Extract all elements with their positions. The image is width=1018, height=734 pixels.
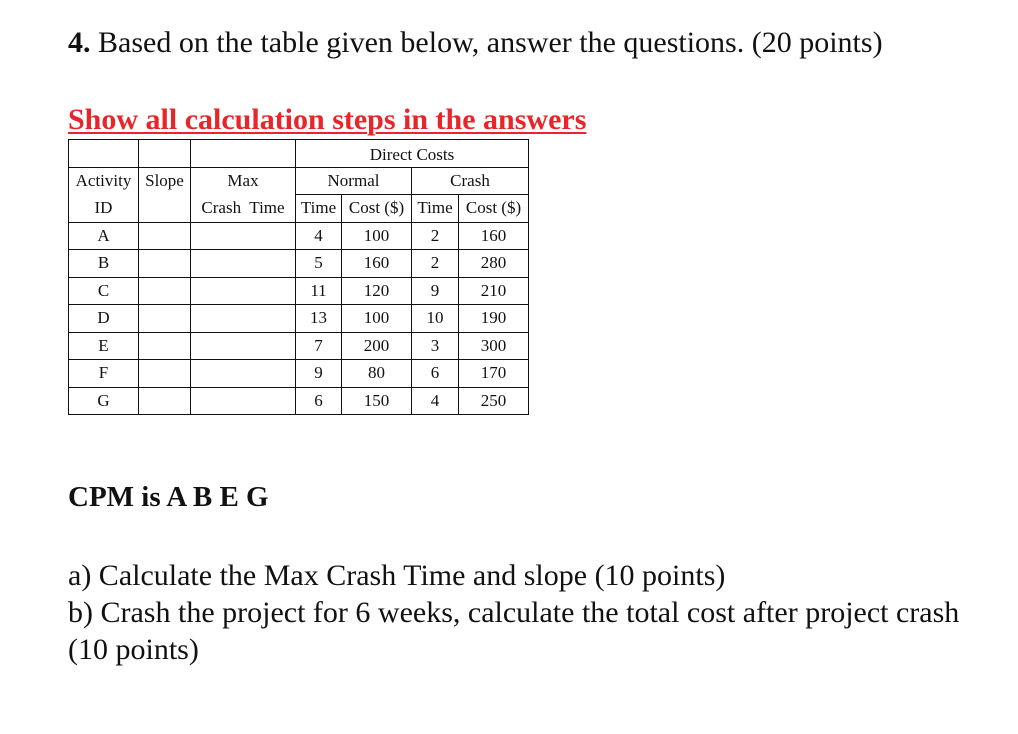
question-text: Based on the table given below, answer the questions. (20 points) [98,26,883,59]
crash-time: 10 [412,305,459,333]
normal-time: 7 [296,332,342,360]
max-crash-cell [191,250,296,278]
activity-id: B [69,250,139,278]
table-row [69,305,529,333]
slope-cell [139,305,191,333]
max-crash-cell [191,360,296,388]
normal-cost: 100 [342,222,412,250]
activity-id: G [69,387,139,415]
activity-id: D [69,305,139,333]
crash-cost: 210 [459,277,529,305]
crash-time: 2 [412,222,459,250]
crash-cost: 170 [459,360,529,388]
normal-cost: 100 [342,305,412,333]
normal-time: 13 [296,305,342,333]
crash-cost: 250 [459,387,529,415]
slope-cell [139,387,191,415]
header-normal-cost: Cost ($) [342,195,412,223]
header-max: Max [191,167,296,195]
header-crash-time: Crash Time [191,195,296,223]
header-row-2 [69,195,529,223]
table-row [69,277,529,305]
crash-cost: 300 [459,332,529,360]
table-row [69,387,529,415]
slope-cell [139,250,191,278]
normal-cost: 80 [342,360,412,388]
header-normal: Normal [296,167,412,195]
max-crash-cell [191,387,296,415]
max-crash-cell [191,222,296,250]
question-part-a: a) Calculate the Max Crash Time and slope (10 points) [68,559,726,592]
table-row [69,332,529,360]
normal-cost: 150 [342,387,412,415]
header-crash-cost: Cost ($) [459,195,529,223]
header-crash-time-col: Time [412,195,459,223]
header-row-direct-costs [69,140,529,168]
header-direct-costs: Direct Costs [296,140,529,168]
max-crash-cell [191,305,296,333]
normal-cost: 200 [342,332,412,360]
activity-id: A [69,222,139,250]
instruction-text: Show all calculation steps in the answers [68,103,587,136]
header-slope: Slope [139,167,191,195]
normal-time: 6 [296,387,342,415]
normal-cost: 120 [342,277,412,305]
header-activity: Activity [69,167,139,195]
header-id: ID [69,195,139,223]
normal-time: 11 [296,277,342,305]
activity-id: E [69,332,139,360]
header-row-1 [69,167,529,195]
table-row [69,250,529,278]
activity-id: C [69,277,139,305]
table-row [69,360,529,388]
crash-time: 9 [412,277,459,305]
max-crash-cell [191,277,296,305]
question-title [68,24,968,62]
activity-id: F [69,360,139,388]
crash-time: 6 [412,360,459,388]
normal-time: 4 [296,222,342,250]
normal-cost: 160 [342,250,412,278]
crash-time: 2 [412,250,459,278]
cpm-statement: CPM is A B E G [68,481,269,513]
slope-cell [139,332,191,360]
slope-cell [139,222,191,250]
normal-time: 9 [296,360,342,388]
question-part-b: b) Crash the project for 6 weeks, calculate the total cost after project crash (10 points) [68,596,960,666]
crash-time: 4 [412,387,459,415]
crash-table [68,139,529,415]
header-normal-time: Time [296,195,342,223]
slope-cell [139,277,191,305]
crash-cost: 190 [459,305,529,333]
max-crash-cell [191,332,296,360]
header-crash: Crash [412,167,529,195]
slope-cell [139,360,191,388]
crash-cost: 160 [459,222,529,250]
question-number: 4. [68,26,91,59]
normal-time: 5 [296,250,342,278]
question-parts [68,557,968,668]
crash-time: 3 [412,332,459,360]
table-row [69,222,529,250]
crash-cost: 280 [459,250,529,278]
